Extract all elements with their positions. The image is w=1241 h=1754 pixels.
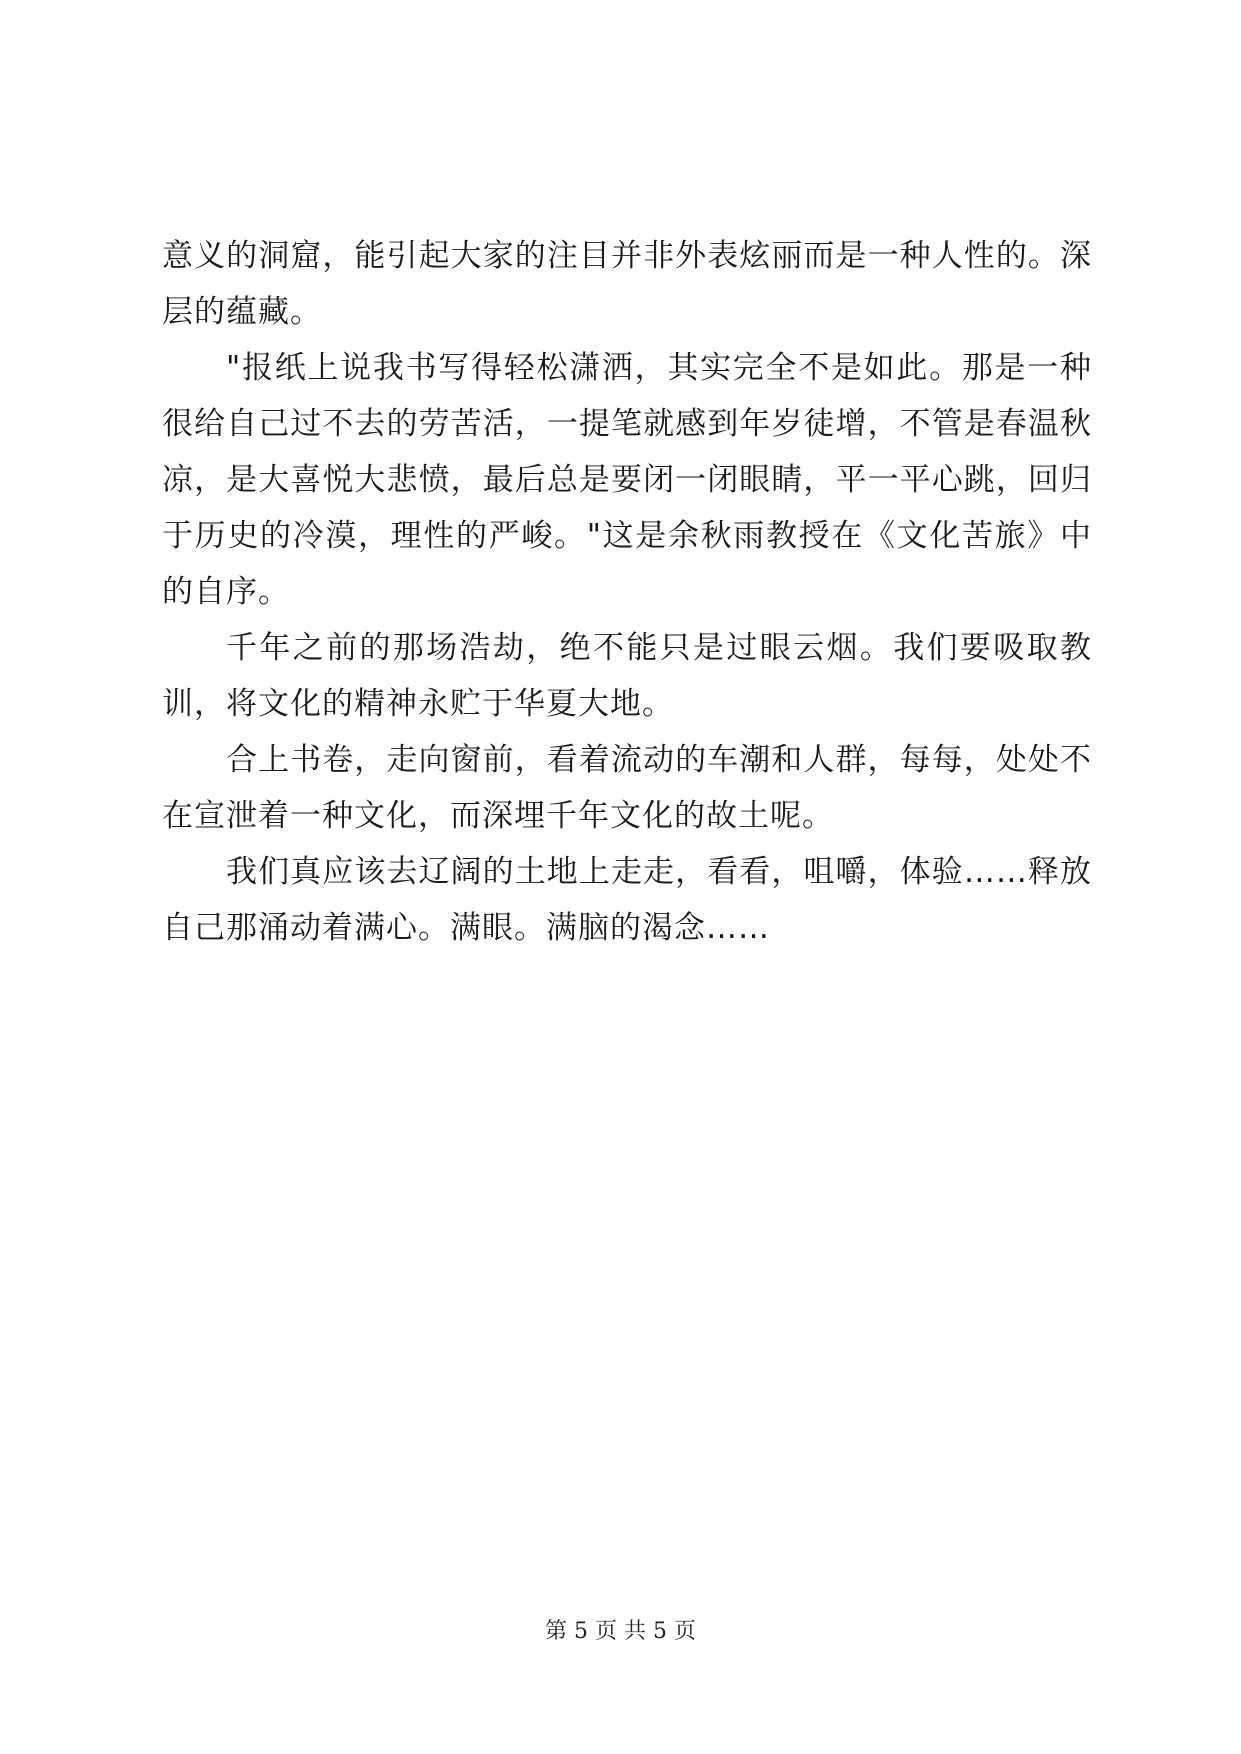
paragraph: 千年之前的那场浩劫，绝不能只是过眼云烟。我们要吸取教训，将文化的精神永贮于华夏大地。: [162, 630, 1092, 722]
paragraph: 我们真应该去辽阔的土地上走走，看看，咀嚼，体验……释放自己那涌动着满心。满眼。满脑的渴念……: [162, 854, 1092, 946]
paragraph: 意义的洞窟，能引起大家的注目并非外表炫丽而是一种人性的。深层的蕴藏。: [162, 238, 1092, 330]
page-number-footer: 第 5 页 共 5 页: [545, 1619, 696, 1644]
paragraph: "报纸上说我书写得轻松潇洒，其实完全不是如此。那是一种很给自己过不去的劳苦活，一提笔就感到年岁徒增，不管是春温秋凉，是大喜悦大悲愤，最后总是要闭一闭眼睛，平一平心跳，回归于历史的冷漠，理性的严峻。"这是余秋雨教授在《文化苦旅》中的自序。: [162, 350, 1092, 610]
document-body: [162, 228, 1092, 956]
paragraph: 合上书卷，走向窗前，看着流动的车潮和人群，每每，处处不在宣泄着一种文化，而深埋千年文化的故土呢。: [162, 742, 1092, 834]
